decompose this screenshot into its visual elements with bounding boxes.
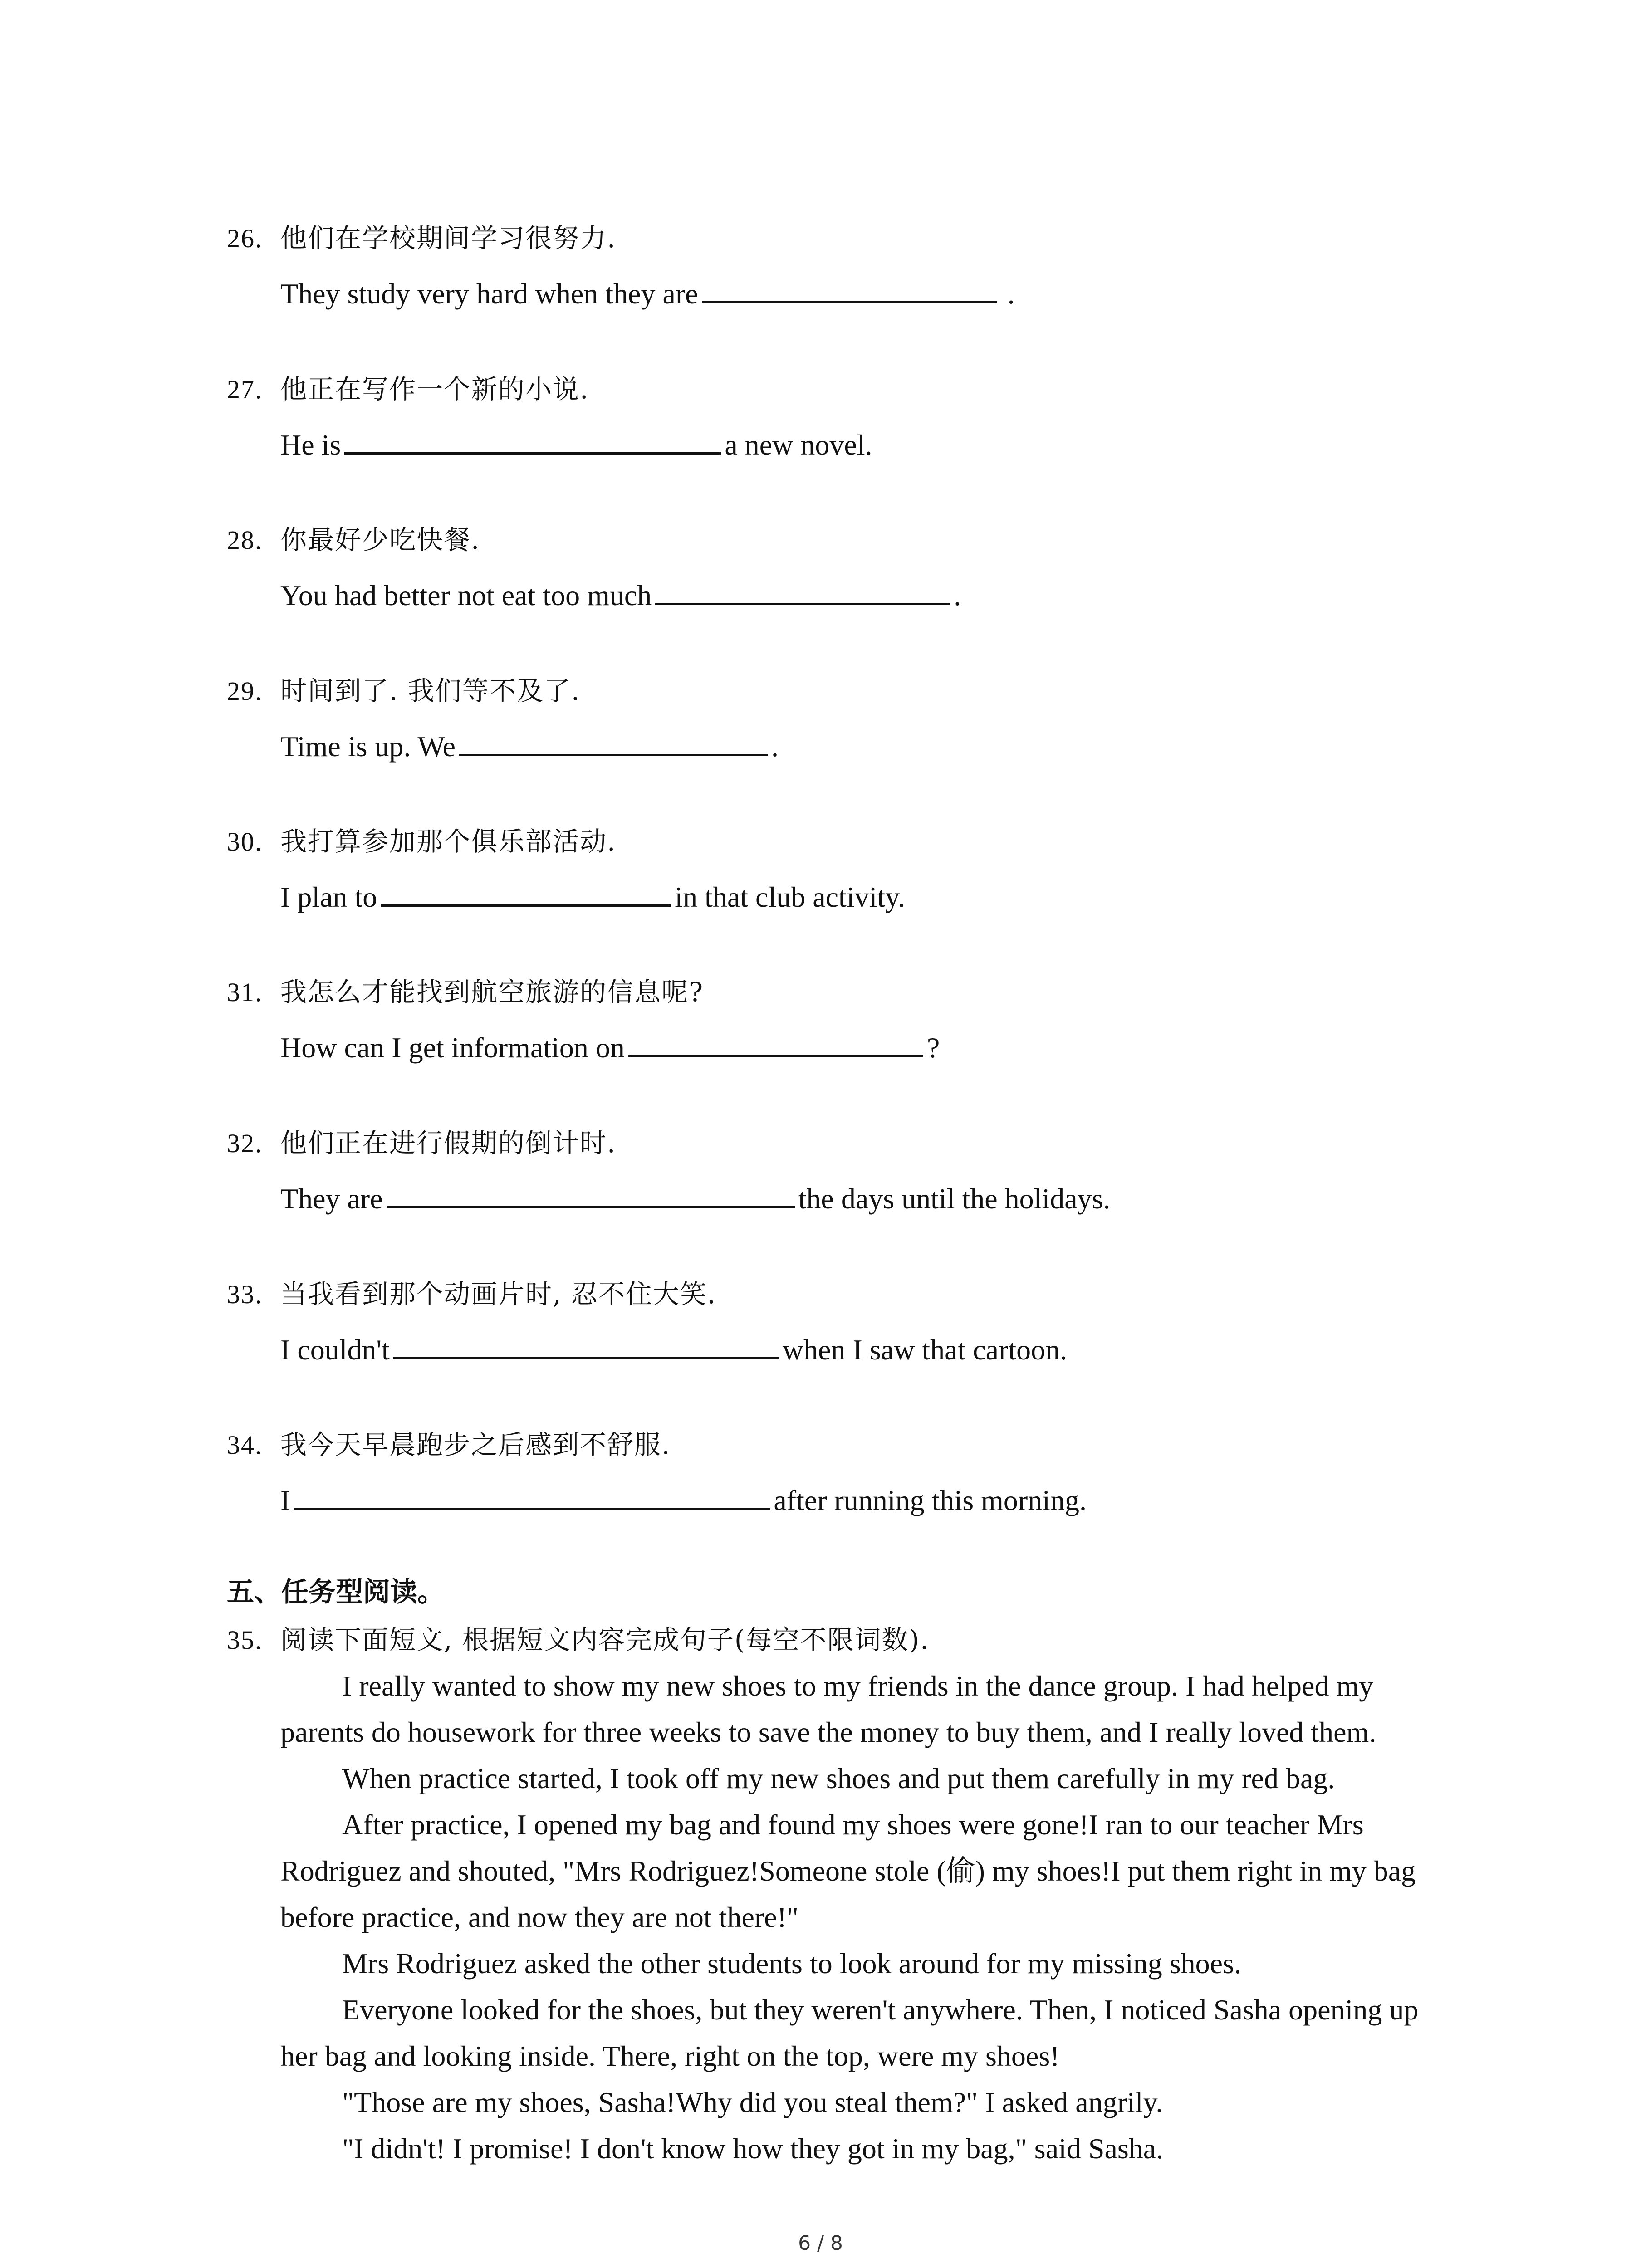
question-32	[227, 1125, 1452, 1219]
english-sentence	[280, 422, 1452, 465]
chinese-prompt: 你最好少吃快餐.	[280, 524, 480, 555]
sentence-start: I	[280, 1484, 290, 1516]
sentence-end: .	[771, 730, 779, 763]
english-sentence	[280, 1025, 1452, 1068]
question-chinese	[227, 371, 1452, 408]
question-26	[227, 220, 1452, 314]
english-sentence	[280, 1176, 1452, 1219]
english-sentence	[280, 271, 1452, 314]
question-31	[227, 974, 1452, 1068]
question-33	[227, 1276, 1452, 1370]
answer-blank[interactable]	[459, 724, 768, 756]
sentence-end: .	[1000, 278, 1015, 310]
english-sentence	[280, 1327, 1452, 1370]
question-chinese	[227, 823, 1452, 860]
reading-instruction	[227, 1622, 1461, 1658]
sentence-end: when I saw that cartoon.	[782, 1334, 1068, 1366]
question-chinese	[227, 1276, 1452, 1313]
question-number: 34.	[227, 1430, 263, 1460]
sentence-end: a new novel.	[725, 429, 872, 461]
sentence-end: .	[954, 579, 961, 611]
question-number: 35.	[227, 1625, 263, 1655]
question-number: 32.	[227, 1129, 263, 1158]
sentence-start: How can I get information on	[280, 1031, 625, 1064]
answer-blank[interactable]	[702, 271, 997, 303]
sentence-start: Time is up. We	[280, 730, 456, 763]
question-number: 26.	[227, 224, 263, 253]
answer-blank[interactable]	[655, 573, 950, 605]
question-chinese	[227, 673, 1452, 709]
chinese-prompt: 当我看到那个动画片时, 忍不住大笑.	[280, 1279, 717, 1310]
passage-paragraph: "Those are my shoes, Sasha!Why did you steal them?" I asked angrily.	[342, 2086, 1163, 2118]
sentence-end: ?	[926, 1031, 940, 1064]
chinese-prompt: 我打算参加那个俱乐部活动.	[280, 826, 617, 857]
sentence-start: You had better not eat too much	[280, 579, 652, 611]
passage-paragraph: I really wanted to show my new shoes to my friends in the dance group. I had helped my parents do housework for three weeks to save the money to buy them, and I really loved them.	[280, 1670, 1376, 1748]
answer-blank[interactable]	[344, 422, 721, 455]
instruction-text: 阅读下面短文, 根据短文内容完成句子(每空不限词数).	[280, 1624, 930, 1655]
chinese-prompt: 他们正在进行假期的倒计时.	[280, 1128, 617, 1158]
english-sentence	[280, 573, 1452, 616]
sentence-start: He is	[280, 429, 341, 461]
question-30	[227, 823, 1452, 917]
english-sentence	[280, 724, 1452, 767]
passage-paragraph: When practice started, I took off my new shoes and put them carefully in my red bag.	[342, 1762, 1335, 1794]
question-27	[227, 371, 1452, 465]
question-chinese	[227, 974, 1452, 1011]
sentence-start: They are	[280, 1183, 383, 1215]
answer-blank[interactable]	[381, 875, 671, 907]
question-number: 33.	[227, 1280, 263, 1309]
sentence-end: the days until the holidays.	[798, 1183, 1111, 1215]
passage-paragraph: After practice, I opened my bag and found my shoes were gone!I ran to our teacher Mrs Rodriguez and shouted, "Mrs Rodriguez!Someone stole (偷) my shoes!I put them right in my bag before practice, and now they are not there!"	[280, 1809, 1416, 1933]
question-28	[227, 522, 1452, 616]
chinese-prompt: 他正在写作一个新的小说.	[280, 374, 589, 405]
chinese-prompt: 我今天早晨跑步之后感到不舒服.	[280, 1429, 671, 1460]
section-heading: 五、任务型阅读。	[227, 1576, 445, 1608]
english-sentence	[280, 875, 1452, 917]
question-chinese	[227, 220, 1452, 257]
question-chinese	[227, 1125, 1452, 1162]
question-number: 27.	[227, 375, 263, 404]
reading-question-35	[227, 1622, 1461, 2172]
sentence-start: I plan to	[280, 881, 377, 913]
question-number: 28.	[227, 525, 263, 555]
sentence-start: They study very hard when they are	[280, 278, 698, 310]
question-number: 30.	[227, 827, 263, 856]
english-sentence	[280, 1478, 1452, 1520]
question-chinese	[227, 1427, 1452, 1463]
answer-blank[interactable]	[387, 1176, 795, 1208]
passage-paragraph: Everyone looked for the shoes, but they weren't anywhere. Then, I noticed Sasha opening up her bag and looking inside. There, right on the top, were my shoes!	[280, 1994, 1419, 2072]
chinese-prompt: 我怎么才能找到航空旅游的信息呢?	[280, 977, 704, 1007]
answer-blank[interactable]	[393, 1327, 779, 1359]
question-29	[227, 673, 1452, 767]
question-number: 31.	[227, 978, 263, 1007]
passage-paragraph: "I didn't! I promise! I don't know how they got in my bag," said Sasha.	[342, 2132, 1164, 2165]
question-chinese	[227, 522, 1452, 558]
reading-passage	[280, 1663, 1460, 2172]
question-34	[227, 1427, 1452, 1520]
sentence-end: after running this morning.	[774, 1484, 1087, 1516]
sentence-end: in that club activity.	[675, 881, 905, 913]
passage-paragraph: Mrs Rodriguez asked the other students to look around for my missing shoes.	[342, 1947, 1241, 1980]
chinese-prompt: 他们在学校期间学习很努力.	[280, 223, 617, 254]
question-number: 29.	[227, 676, 263, 706]
sentence-start: I couldn't	[280, 1334, 390, 1366]
chinese-prompt: 时间到了. 我们等不及了.	[280, 675, 581, 706]
answer-blank[interactable]	[628, 1025, 923, 1057]
page-number: 6 / 8	[798, 2232, 843, 2255]
answer-blank[interactable]	[294, 1478, 770, 1510]
